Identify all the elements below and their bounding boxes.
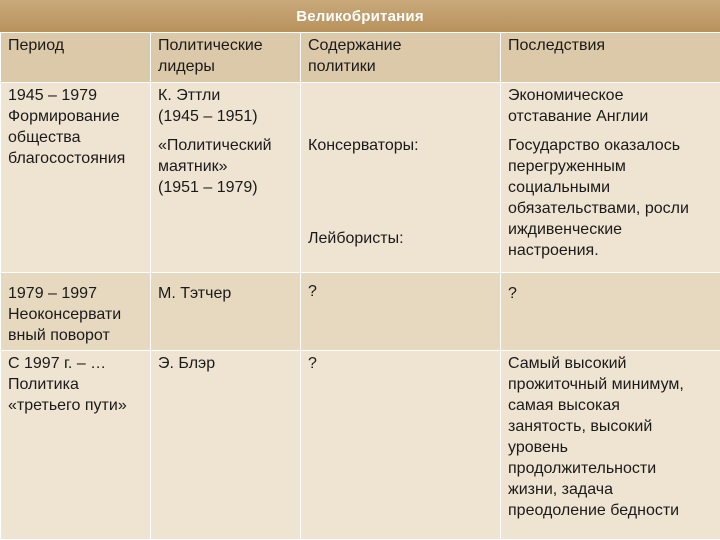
table-row (1, 351, 720, 540)
consequence-lag: Экономическое отставание Англии (508, 87, 649, 125)
period-cell: С 1997 г. – … Политика «третьего пути» (1, 351, 151, 540)
leader-pendulum: «Политический маятник» (1951 – 1979) (158, 137, 272, 196)
leader-attlee: К. Эттли (1945 – 1951) (158, 87, 258, 125)
header-leaders: Политические лидеры (151, 33, 301, 83)
table-row (1, 83, 720, 273)
header-content: Содержание политики (301, 33, 501, 83)
leaders-cell: Э. Блэр (151, 351, 301, 540)
page-title: Великобритания (296, 7, 424, 25)
content-cell (301, 83, 501, 273)
content-conservatives: Консерваторы: (308, 137, 419, 154)
consequences-cell (501, 83, 720, 273)
header-period: Период (1, 33, 151, 83)
leaders-cell: М. Тэтчер (151, 273, 301, 351)
title-bar (0, 0, 720, 32)
consequences-cell: Самый высокий прожиточный минимум, самая высокая занятость, высокий уровень продолжительности жизни, задача преодоление бедности (501, 351, 720, 540)
content-cell: ? (301, 351, 501, 540)
leaders-cell (151, 83, 301, 273)
header-consequences: Последствия (501, 33, 720, 83)
consequences-cell: ? (501, 273, 720, 351)
history-table (0, 32, 720, 540)
table-header-row (1, 33, 720, 83)
period-cell: 1945 – 1979 Формирование общества благосостояния (1, 83, 151, 273)
consequence-overload: Государство оказалось перегруженным социальными обязательствами, росли иждивенческие настроения. (508, 137, 689, 259)
content-labour: Лейбористы: (308, 230, 404, 247)
table-row (1, 273, 720, 351)
content-cell: ? (301, 273, 501, 351)
period-cell: 1979 – 1997 Неоконсервати вный поворот (1, 273, 151, 351)
